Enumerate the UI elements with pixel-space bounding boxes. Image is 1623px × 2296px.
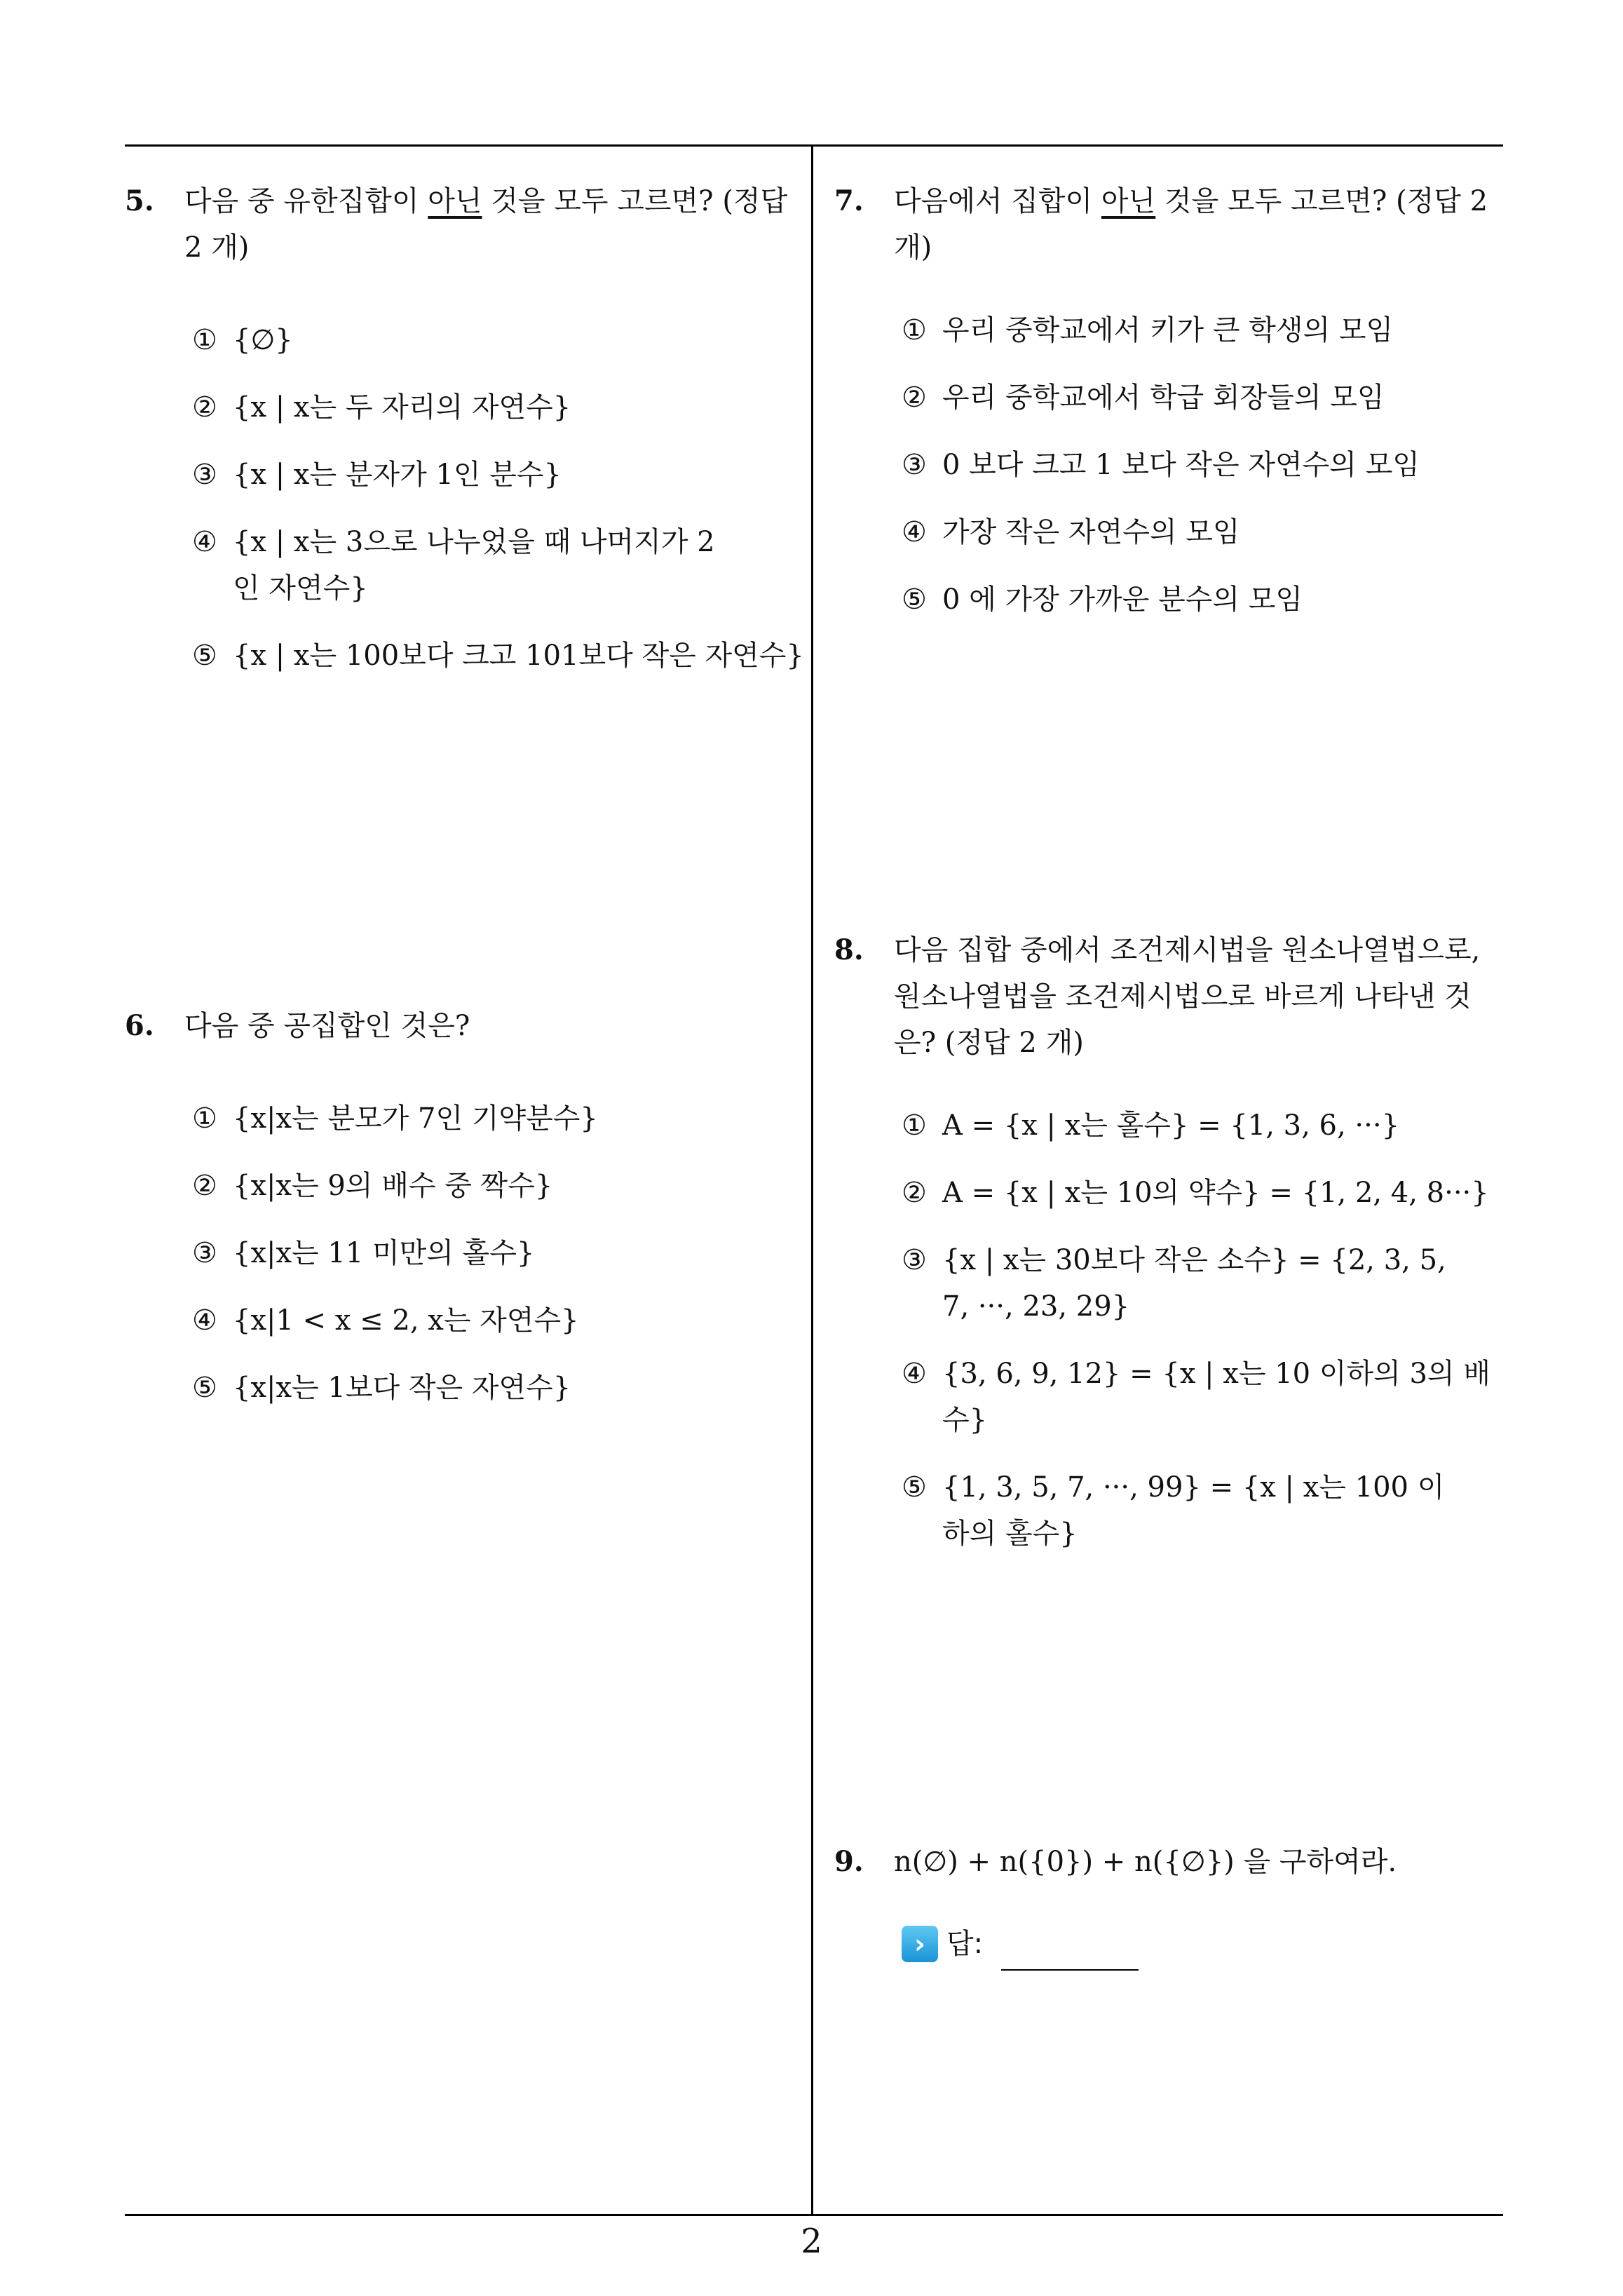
option-list	[902, 1102, 1500, 1557]
option[interactable]: ① {∅}	[192, 324, 293, 356]
option[interactable]: ③ {x|x는 11 미만의 홀수}	[192, 1237, 535, 1269]
option[interactable]: ② {x|x는 9의 배수 중 짝수}	[192, 1170, 553, 1202]
option[interactable]: ⑤ {1, 3, 5, 7, ···, 99} = {x | x는 100 이하의 홀수}	[902, 1471, 1445, 1550]
question-text: n(∅) + n({0}) + n({∅}) 을 구하여라.	[894, 1846, 1397, 1878]
question-text: 다음 집합 중에서 조건제시법을 원소나열법으로, 원소나열법을 조건제시법으로 바르게 나타낸 것은? (정답 2 개)	[894, 934, 1481, 1059]
question-8	[834, 927, 1500, 1578]
option-list	[192, 317, 805, 679]
option[interactable]: ④ {3, 6, 9, 12} = {x | x는 10 이하의 3의 배수}	[902, 1358, 1490, 1436]
question-number: 9.	[834, 1845, 864, 1878]
option[interactable]: ② {x | x는 두 자리의 자연수}	[192, 391, 571, 424]
option[interactable]: ③ {x | x는 30보다 작은 소수} = {2, 3, 5, 7, ···, 23, 29}	[902, 1244, 1446, 1323]
option[interactable]: ⑤ {x|x는 1보다 작은 자연수}	[192, 1372, 571, 1404]
question-text: 다음 중 공집합인 것은?	[184, 1010, 470, 1042]
question-number: 6.	[125, 1009, 154, 1042]
question-7	[834, 178, 1500, 644]
answer-label: 답:	[946, 1928, 984, 1960]
question-number: 8.	[834, 933, 864, 966]
option[interactable]: ④ {x|1 < x ≤ 2, x는 자연수}	[192, 1304, 579, 1337]
option[interactable]: ④ 가장 작은 자연수의 모임	[902, 516, 1240, 548]
bottom-rule	[125, 2214, 1503, 2216]
option-list	[902, 307, 1500, 623]
option[interactable]: ③ 0 보다 크고 1 보다 작은 자연수의 모임	[902, 449, 1420, 481]
chevron-right-icon: ›	[902, 1926, 938, 1962]
column-divider	[811, 144, 813, 2215]
option[interactable]: ② A = {x | x는 10의 약수} = {1, 2, 4, 8···}	[902, 1177, 1489, 1209]
question-text: 다음에서 집합이 아닌 것을 모두 고르면? (정답 2 개)	[894, 185, 1488, 264]
question-5	[125, 178, 805, 700]
option[interactable]: ① {x|x는 분모가 7인 기약분수}	[192, 1102, 598, 1135]
option[interactable]: ① A = {x | x는 홀수} = {1, 3, 6, ···}	[902, 1109, 1400, 1142]
answer-blank[interactable]	[1001, 1941, 1139, 1971]
top-rule	[125, 144, 1503, 147]
question-number: 5.	[125, 184, 154, 217]
question-number: 7.	[834, 184, 864, 217]
option[interactable]: ⑤ 0 에 가장 가까운 분수의 모임	[902, 583, 1303, 616]
option[interactable]: ① 우리 중학교에서 키가 큰 학생의 모임	[902, 314, 1394, 346]
option[interactable]: ④ {x | x는 3으로 나누었을 때 나머지가 2인 자연수}	[192, 526, 715, 605]
option[interactable]: ③ {x | x는 분자가 1인 분수}	[192, 459, 562, 491]
page-number: 2	[801, 2222, 822, 2261]
option-list	[192, 1095, 805, 1411]
option[interactable]: ② 우리 중학교에서 학급 회장들의 모임	[902, 381, 1385, 414]
question-text: 다음 중 유한집합이 아닌 것을 모두 고르면? (정답 2 개)	[184, 185, 788, 264]
option[interactable]: ⑤ {x | x는 100보다 크고 101보다 작은 자연수}	[192, 640, 804, 672]
question-9	[834, 1839, 1500, 1971]
question-6	[125, 1003, 805, 1432]
answer-row	[902, 1917, 1500, 1971]
